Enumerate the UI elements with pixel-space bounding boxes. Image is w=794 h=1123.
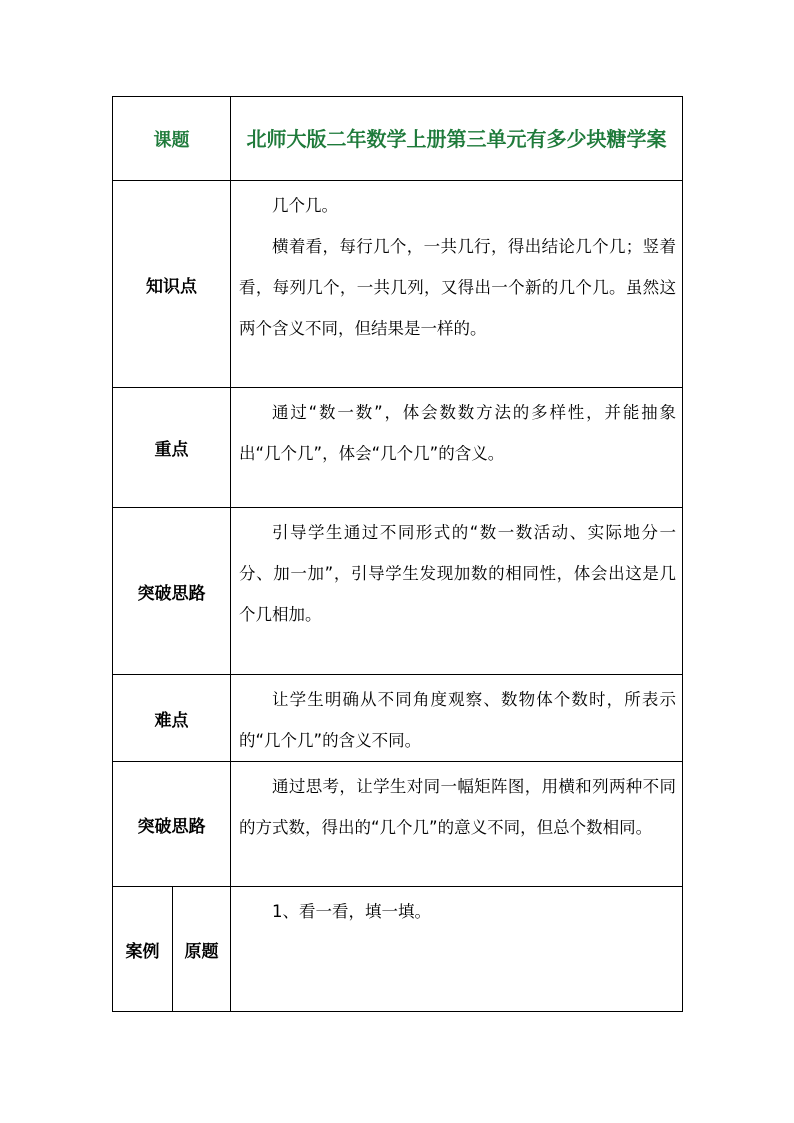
paragraph: 通过思考，让学生对同一幅矩阵图，用横和列两种不同的方式数，得出的“几个几”的意义不同，但总个数相同。 (239, 777, 676, 837)
label-breakthrough-2: 突破思路 (113, 762, 231, 887)
lesson-plan-table (112, 96, 683, 1012)
label-knowledge: 知识点 (113, 181, 231, 388)
content-knowledge (231, 181, 683, 388)
label-breakthrough-1: 突破思路 (113, 508, 231, 675)
label-case: 案例 (113, 887, 173, 1012)
paragraph: 引导学生通过不同形式的“数一数活动、实际地分一分、加一加”，引导学生发现加数的相同性，体会出这是几个几相加。 (239, 523, 676, 624)
title-row (113, 97, 683, 181)
title-label: 课题 (113, 97, 231, 181)
paragraph: 1、看一看，填一填。 (272, 902, 431, 921)
paragraph: 让学生明确从不同角度观察、数物体个数时，所表示的“几个几”的含义不同。 (239, 690, 676, 750)
row-breakthrough-2 (113, 762, 683, 887)
label-key-point: 重点 (113, 388, 231, 508)
row-difficulty (113, 675, 683, 762)
label-original-question: 原题 (173, 887, 231, 1012)
label-difficulty: 难点 (113, 675, 231, 762)
paragraph: 几个几。 (272, 196, 338, 215)
paragraph: 通过“数一数”，体会数数方法的多样性，并能抽象出“几个几”，体会“几个几”的含义。 (239, 403, 676, 463)
content-breakthrough-1 (231, 508, 683, 675)
lesson-title: 北师大版二年数学上册第三单元有多少块糖学案 (231, 97, 683, 181)
row-breakthrough-1 (113, 508, 683, 675)
row-case (113, 887, 683, 1012)
content-breakthrough-2 (231, 762, 683, 887)
row-knowledge (113, 181, 683, 388)
row-key-point (113, 388, 683, 508)
content-key-point (231, 388, 683, 508)
content-case (231, 887, 683, 1012)
content-difficulty (231, 675, 683, 762)
paragraph: 横着看，每行几个，一共几行，得出结论几个几；竖着看，每列几个，一共几列，又得出一个新的几个几。虽然这两个含义不同，但结果是一样的。 (239, 237, 676, 338)
